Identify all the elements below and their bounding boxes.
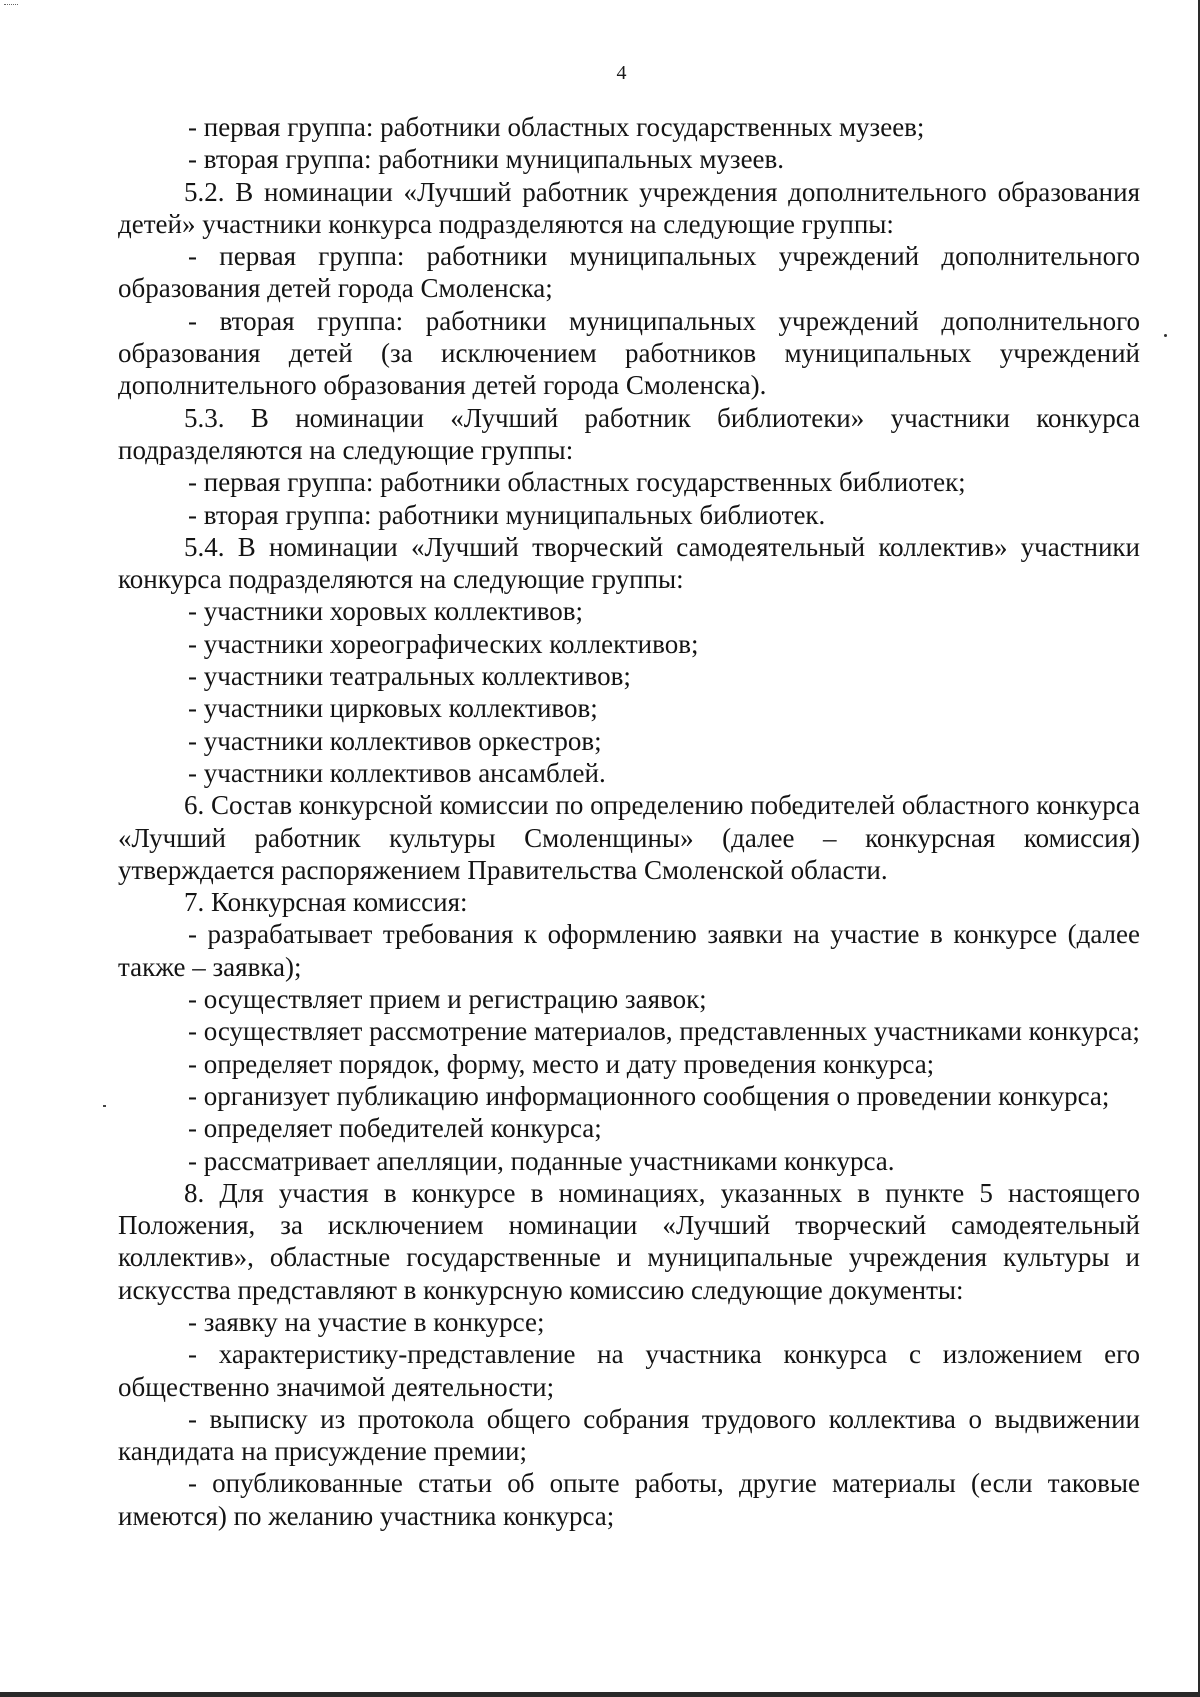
scan-speck [1164, 334, 1167, 337]
list-item: - осуществляет рассмотрение материалов, представленных участниками конкурса; [188, 1016, 1140, 1047]
list-item: - организует публикацию информационного сообщения о проведении конкурса; [188, 1080, 1110, 1111]
list-item: - рассматривает апелляции, поданные участниками конкурса. [188, 1145, 895, 1176]
paragraph: 7. Конкурсная комиссия: [184, 887, 468, 918]
list-item: - осуществляет прием и регистрацию заявок; [188, 984, 707, 1015]
list-item: - опубликованные статьи об опыте работы, другие материалы (если таковые имеются) по желанию участника конкурса; [118, 1468, 1140, 1531]
list-item: - выписку из протокола общего собрания трудового коллектива о выдвижении кандидата на присуждение премии; [118, 1403, 1140, 1467]
list-item: - участники коллективов оркестров; [188, 725, 602, 756]
list-item: - характеристику-представление на участника конкурса с изложением его общественно значимой деятельности; [118, 1339, 1140, 1402]
paragraph: 5.4. В номинации «Лучший творческий самодеятельный коллектив» участники конкурса подразделяются на следующие группы: [118, 531, 1140, 595]
paragraph: 8. Для участия в конкурсе в номинациях, указанных в пункте 5 настоящего Положения, за исключением номинации «Лучший творческий самодеятельный коллектив», областные государственные и муниципальные учреждения культуры и искусства представляют в конкурсную комиссию следующие документы: [118, 1177, 1140, 1305]
page-number: 4 [616, 62, 627, 84]
paragraph: 6. Состав конкурсной комиссии по определению победителей областного конкурса «Лучший работник культуры Смоленщины» (далее – конкурсная комиссия) утверждается распоряжением Правительства Смоленской области. [118, 790, 1140, 885]
list-item: - заявку на участие в конкурсе; [188, 1306, 545, 1337]
list-item: - первая группа: работники областных государственных музеев; [188, 112, 925, 142]
list-item: - участники хоровых коллективов; [188, 596, 584, 627]
list-item: - вторая группа: работники муниципальных учреждений дополнительного образования детей (за исключением работников муниципальных учреждений дополнительного образования детей города Смоленска). [118, 305, 1140, 401]
list-item: - участники хореографических коллективов; [188, 628, 699, 659]
scan-border-bottom [0, 1692, 1200, 1697]
document-body [118, 111, 1140, 1532]
scan-speck [103, 1105, 106, 1107]
list-item: - первая группа: работники областных государственных библиотек; [188, 467, 966, 498]
list-item: - вторая группа: работники муниципальных библиотек. [188, 499, 826, 530]
list-item: - разрабатывает требования к оформлению заявки на участие в конкурсе (далее также – заявка); [118, 919, 1140, 982]
list-item: - участники цирковых коллективов; [188, 693, 598, 724]
list-item: - первая группа: работники муниципальных учреждений дополнительного образования детей города Смоленска; [118, 241, 1140, 304]
paragraph: 5.3. В номинации «Лучший работник библиотеки» участники конкурса подразделяются на следующие группы: [118, 402, 1140, 465]
list-item: - участники коллективов ансамблей. [188, 757, 606, 788]
list-item: - определяет победителей конкурса; [188, 1113, 602, 1144]
list-item: - вторая группа: работники муниципальных музеев. [188, 144, 785, 175]
scan-artifact [4, 4, 18, 7]
paragraph: 5.2. В номинации «Лучший работник учреждения дополнительного образования детей» участники конкурса подразделяются на следующие группы: [118, 176, 1140, 239]
list-item: - участники театральных коллективов; [188, 661, 631, 692]
list-item: - определяет порядок, форму, место и дату проведения конкурса; [188, 1048, 935, 1079]
